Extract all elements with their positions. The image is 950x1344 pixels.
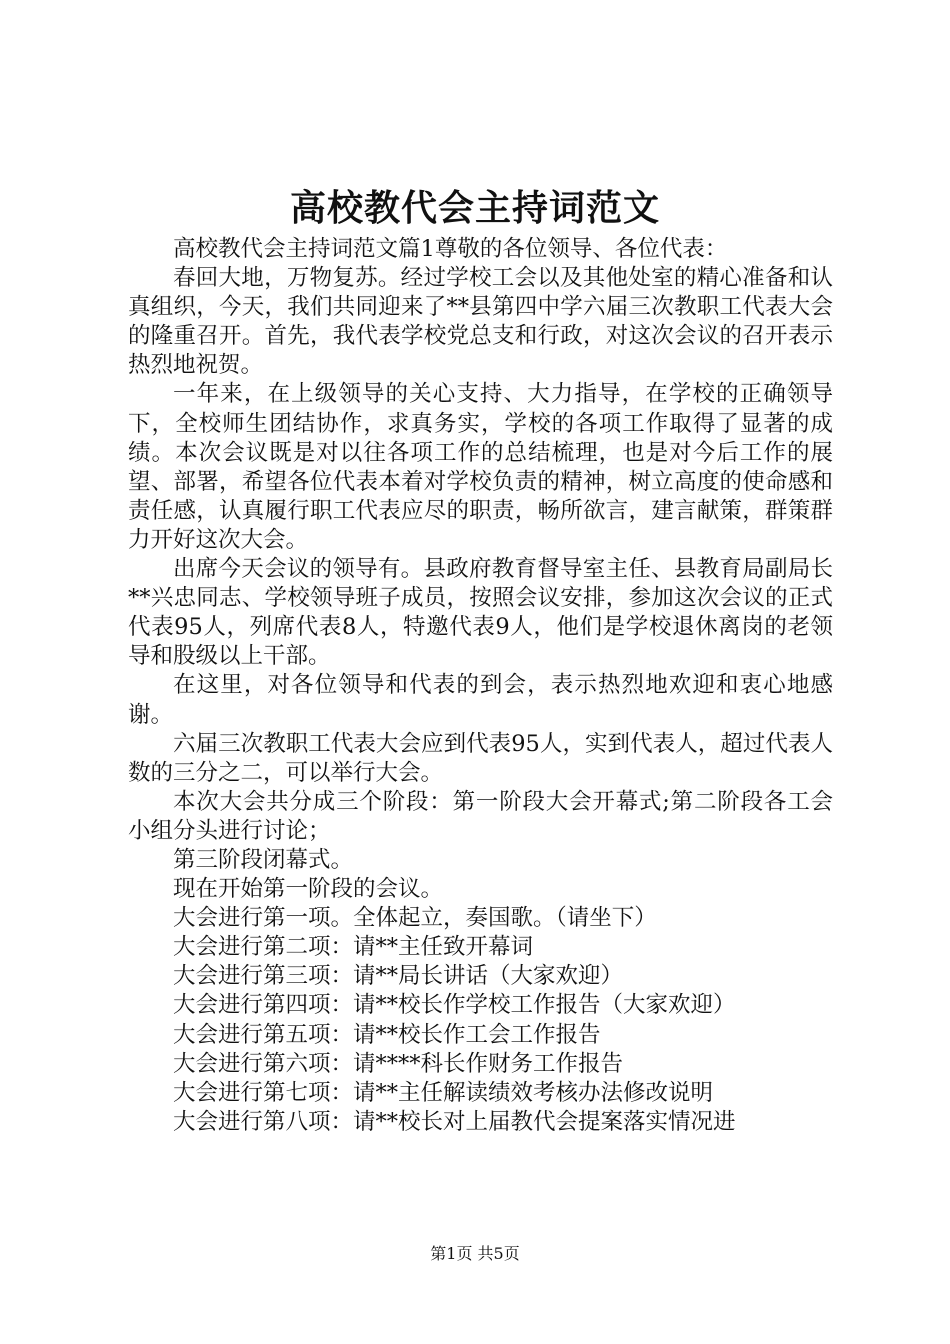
paragraph: 大会进行第一项。全体起立，奏国歌。（请坐下） <box>173 905 657 932</box>
paragraph: 本次大会共分成三个阶段：第一阶段大会开幕式;第二阶段各工会小组分头进行讨论； <box>128 788 833 844</box>
paragraph: 大会进行第五项：请**校长作工会工作报告 <box>173 1021 601 1048</box>
paragraph: 一年来，在上级领导的关心支持、大力指导，在学校的正确领导下，全校师生团结协作，求真务实，学校的各项工作取得了显著的成绩。本次会议既是对以往各项工作的总结梳理，也是对今后工作的展望、部署，希望各位代表本着对学校负责的精神，树立高度的使命感和责任感，认真履行职工代表应尽的职责，畅所欲言，建言献策，群策群力开好这次大会。 <box>128 381 833 553</box>
paragraph: 大会进行第三项：请**局长讲话（大家欢迎） <box>173 963 624 990</box>
paragraph: 在这里，对各位领导和代表的到会，表示热烈地欢迎和衷心地感谢。 <box>128 672 833 728</box>
paragraph: 大会进行第四项：请**校长作学校工作报告（大家欢迎） <box>173 992 736 1019</box>
document-body <box>128 235 833 1137</box>
page-footer: 第1页 共5页 <box>430 1244 520 1263</box>
paragraph: 大会进行第二项：请**主任致开幕词 <box>173 934 534 961</box>
paragraph: 六届三次教职工代表大会应到代表95人，实到代表人，超过代表人数的三分之二，可以举行大会。 <box>128 730 833 786</box>
paragraph: 大会进行第六项：请****科长作财务工作报告 <box>173 1050 624 1077</box>
paragraph: 出席今天会议的领导有。县政府教育督导室主任、县教育局副局长**兴忠同志、学校领导班子成员，按照会议安排，参加这次会议的正式代表95人，列席代表8人，特邀代表9人，他们是学校退休离岗的老领导和股级以上干部。 <box>128 556 833 670</box>
paragraph: 大会进行第七项：请**主任解读绩效考核办法修改说明 <box>173 1079 714 1106</box>
paragraph: 高校教代会主持词范文篇1尊敬的各位领导、各位代表： <box>173 236 728 262</box>
paragraph: 第三阶段闭幕式。 <box>173 846 354 873</box>
document-title: 高校教代会主持词范文 <box>289 187 660 229</box>
paragraph: 大会进行第八项：请**校长对上届教代会提案落实情况进 <box>173 1108 736 1135</box>
paragraph: 春回大地，万物复苏。经过学校工会以及其他处室的精心准备和认真组织，今天，我们共同迎来了**县第四中学六届三次教职工代表大会的隆重召开。首先，我代表学校党总支和行政，对这次会议的召开表示热烈地祝贺。 <box>128 265 833 379</box>
paragraph: 现在开始第一阶段的会议。 <box>173 876 444 903</box>
